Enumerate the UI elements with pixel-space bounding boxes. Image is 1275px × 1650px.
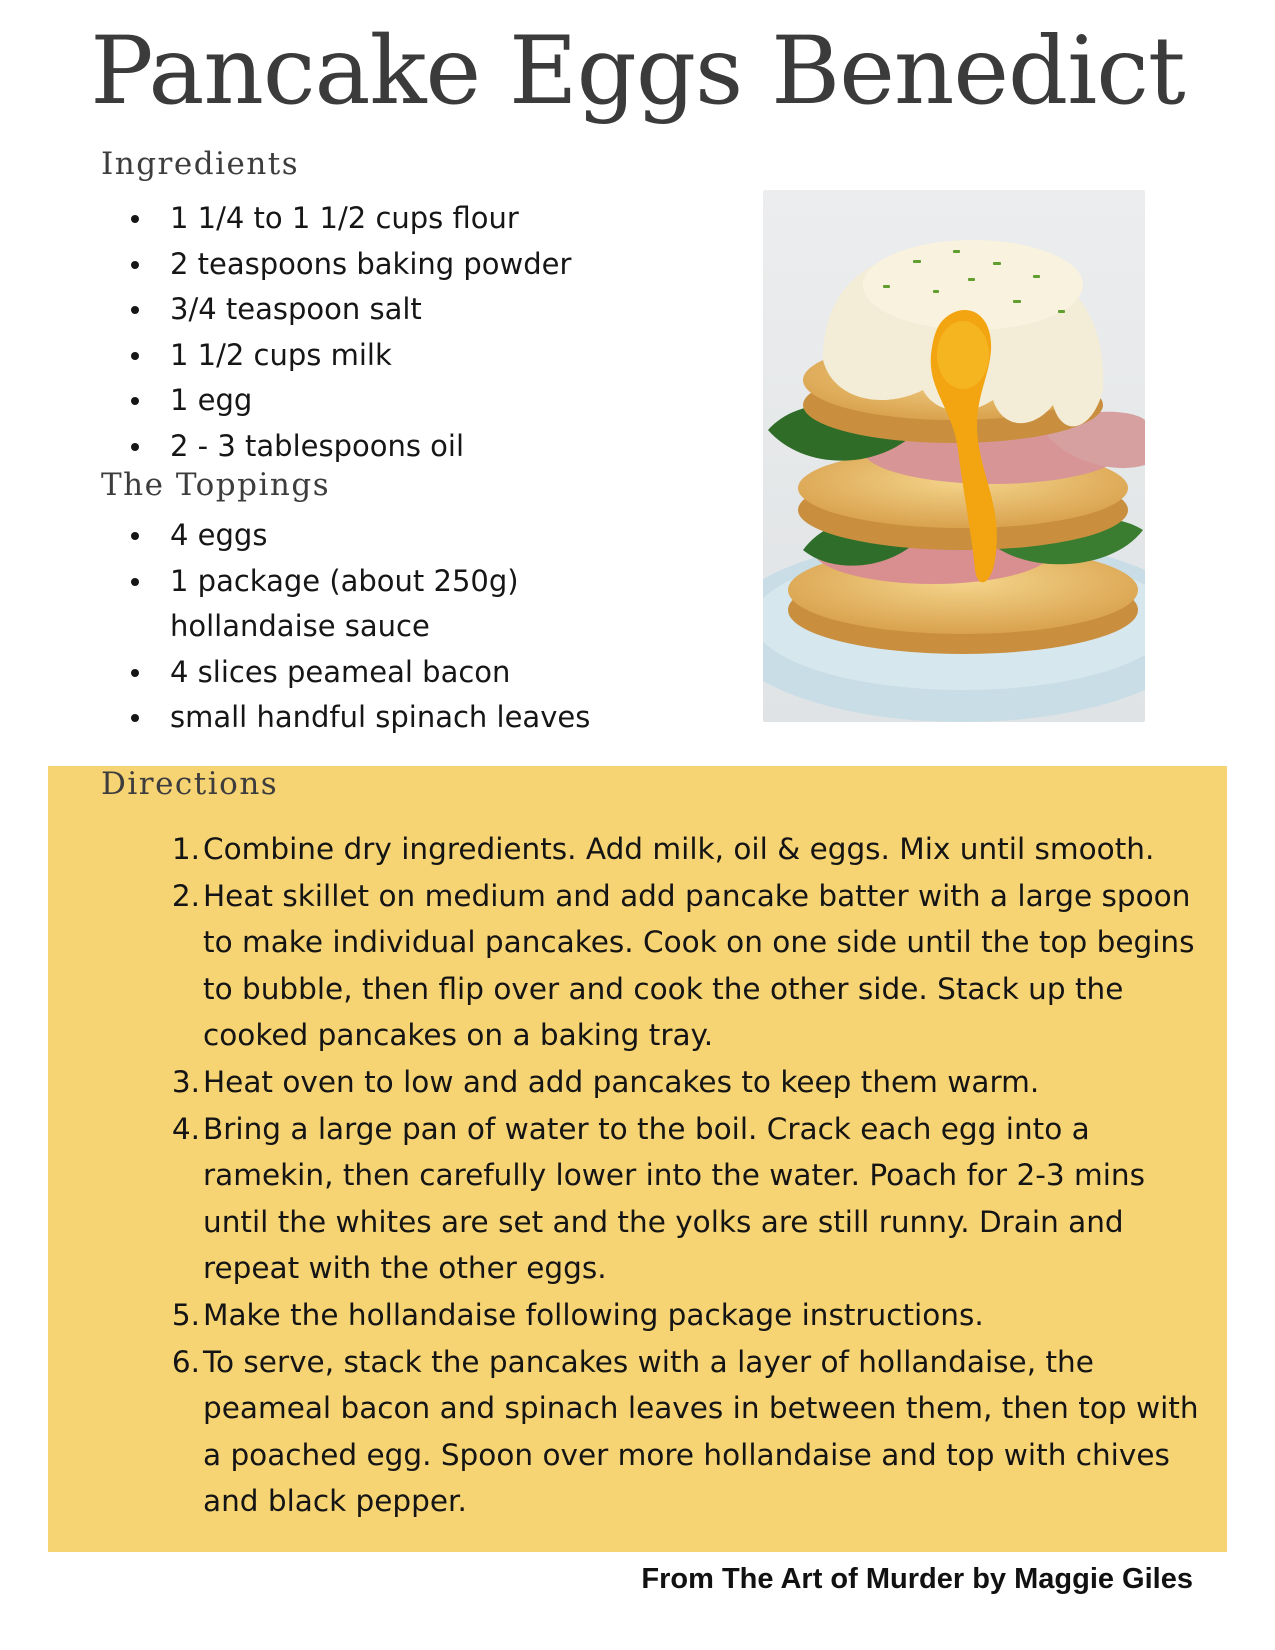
step-number: 6. <box>171 1344 200 1379</box>
direction-step <box>116 873 1211 1059</box>
topping-item: 4 slices peameal bacon <box>120 650 620 696</box>
topping-item: small handful spinach leaves <box>120 695 620 741</box>
step-number: 4. <box>171 1111 200 1146</box>
step-text: Make the hollandaise following package instructions. <box>203 1297 984 1332</box>
direction-step <box>116 1339 1211 1525</box>
step-text: Heat oven to low and add pancakes to keep them warm. <box>203 1064 1040 1099</box>
directions-panel <box>48 766 1227 1552</box>
topping-item: 4 eggs <box>120 513 620 559</box>
toppings-heading: The Toppings <box>101 467 331 503</box>
step-number: 1. <box>171 832 200 866</box>
ingredient-item: 2 teaspoons baking powder <box>120 242 680 288</box>
ingredient-item: 1 egg <box>120 378 680 424</box>
directions-heading: Directions <box>101 766 279 802</box>
page-title: Pancake Eggs Benedict <box>90 17 1185 126</box>
step-number: 3. <box>171 1064 200 1099</box>
ingredient-item: 3/4 teaspoon salt <box>120 287 680 333</box>
ingredient-item: 1 1/2 cups milk <box>120 333 680 379</box>
direction-step <box>116 1059 1211 1106</box>
step-text: Combine dry ingredients. Add milk, oil & eggs. Mix until smooth. <box>203 832 1155 866</box>
direction-step <box>116 1292 1211 1339</box>
step-number: 2. <box>171 878 200 913</box>
toppings-list <box>120 513 620 741</box>
ingredient-item: 2 - 3 tablespoons oil <box>120 424 680 470</box>
ingredients-heading: Ingredients <box>101 146 300 182</box>
direction-step <box>116 826 1211 873</box>
step-text: To serve, stack the pancakes with a layer of hollandaise, the peameal bacon and spinach leaves in between them, then top with a poached egg. Spoon over more hollandaise and top with chives and black pepper. <box>203 1344 1199 1519</box>
ingredient-item: 1 1/4 to 1 1/2 cups flour <box>120 196 680 242</box>
source-credit: From The Art of Murder by Maggie Giles <box>641 1563 1193 1595</box>
directions-list <box>116 826 1211 1525</box>
topping-item: 1 package (about 250g) hollandaise sauce <box>120 559 620 650</box>
step-number: 5. <box>171 1297 200 1332</box>
ingredients-list <box>120 196 680 469</box>
step-text: Bring a large pan of water to the boil. Crack each egg into a ramekin, then carefully lower into the water. Poach for 2-3 mins until the whites are set and the yolks are still runny. Drain and repeat with the other eggs. <box>203 1111 1145 1286</box>
step-text: Heat skillet on medium and add pancake batter with a large spoon to make individual pancakes. Cook on one side until the top begins to bubble, then flip over and cook the other side. Stack up the cooked pancakes on a baking tray. <box>203 878 1195 1053</box>
recipe-photo <box>763 190 1145 722</box>
direction-step <box>116 1106 1211 1292</box>
